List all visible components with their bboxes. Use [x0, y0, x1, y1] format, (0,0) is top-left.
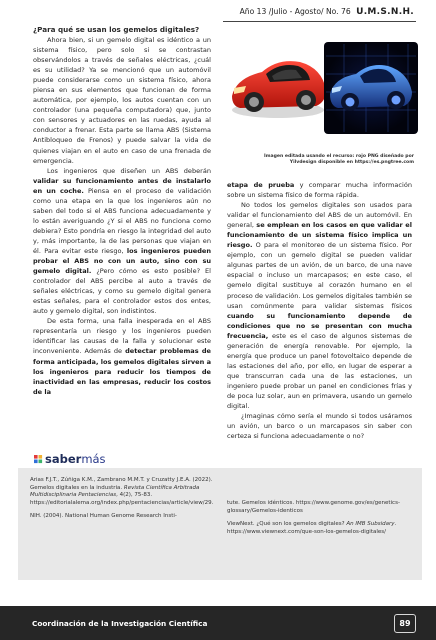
references-right: [227, 500, 413, 542]
reference-item: NIH. (2004). National Human Genome Research Insti-: [30, 513, 177, 520]
digital-twin-image: [324, 42, 418, 134]
section-title: ¿Para qué se usan los gemelos digitales?: [33, 25, 200, 34]
paragraph: Los ingenieros que diseñen un ABS deberán validar su funcionamiento antes de instalarlo en un coche. Piensa en el proceso de validación como una etapa en la que los ingenieros aún no saben del todo si el ABS funciona adecuadamente y lo están averiguando ¿Y si el ABS no funciona como debiera? Esto pondría en riesgo la integridad del auto y, más importante, la de las personas que viajan en él. Para evitar este riesgo, los ingenieros pueden probar el ABS no con un auto, sino con su gemelo digital. ¿Pero cómo es esto posible? El controlador del ABS percibe al auto a través de señales eléctricas, y como su gemelo digital genera estas señales, para el controlador estos dos entes, auto y gemelo digital, son indistintos.: [33, 166, 212, 316]
references-left: [30, 477, 220, 527]
institution-label: U.M.S.N.H.: [356, 7, 414, 17]
paragraph: Ahora bien, si un gemelo digital es idéntico a un sistema físico, pero solo si se contrastan observándolos a través de señales eléctricas, ¿cuál es su utilidad? Ya se mencionó que un automóvil puede considerarse como un sistema físico, ahora piensa en sus elementos que funcionan de forma automática, por ejemplo, los autos cuentan con un controlador (una pequeña computadora) que, junto con sensores y actuadores en las ruedas, ayuda al conductor a frenar. Esta parte se llama ABS (Sistema Antibloqueo de Frenos) y puede salvar la vida de quienes viajan en el auto en caso de una frenada de emergencia.: [33, 36, 211, 165]
sabermas-logo: sabermás: [34, 452, 106, 466]
car-twin-illustration: [226, 28, 418, 150]
reference-item: ViewNext. ¿Qué son los gemelos digitales? An IMB Subsidary. https://www.viewnext.com/que-son-los-gemelos-digitales/: [227, 521, 397, 535]
reference-item: Arias F.J.T., Zúñiga K.M., Zambrano M.M.T. y Cruzatty J.E.A. (2022). Gemelos digitales en la industria. Revista Científica Arbitrada Multidisciplinaria Pentaciencias, 4(2), 75-83. https://editorialalema.org/index.php/pentaciencias/article/view/29.: [30, 477, 214, 506]
paragraph: No todos los gemelos digitales son usados para validar el funcionamiento del ABS de un automóvil. En general, se emplean en los casos en que validar el funcionamiento de un sistema físico implica un riesgo. O para el monitoreo de un sistema físico. Por ejemplo, con un gemelo digital se pueden validar algunas partes de un avión, de un barco, de una nave espacial o incluso un marcapasos; en este caso, el gemelo digital sustituye al corazón humano en el proceso de validación. Los gemelos digitales también se usan comúnmente para validar sistemas físicos cuando su funcionamiento depende de condiciones que no se presentan con mucha frecuencia, este es el caso de algunos sistemas de generación de energía renovable. Por ejemplo, la energía que produce un panel fotovoltaico depende de las estaciones del año, por ello, en lugar de esperar a que transcurran cada una de las estaciones, un ingeniero puede probar un panel en condiciones frías y de poca luz solar, aun en primavera, usando un gemelo digital.: [227, 201, 412, 411]
figure-caption: Imagen editada usando el recurso: rojo PNG diseñado por Yilvdesign disponible en https://es.pngtree.com: [264, 154, 414, 166]
left-column: [33, 25, 211, 397]
page-number: 89: [394, 614, 416, 633]
reference-item: tute. Gemelos idénticos. https://www.genome.gov/es/genetics-glossary/Gemelos-identicos: [227, 500, 400, 514]
right-column: [227, 180, 412, 441]
logo-mark-icon: [34, 455, 43, 464]
header-rule: [223, 21, 416, 22]
paragraph: De esta forma, una falla inesperada en el ABS representaría un riesgo y los ingenieros pueden identificar las causas de la falla y solucionar este inconveniente. Además de detectar problemas de forma anticipada, los gemelos digitales sirven a los ingenieros para reducir los tiempos de inactividad en las empresas, reducir los costos de la: [33, 317, 211, 396]
issue-label: Año 13 /Julio - Agosto/ No. 76: [239, 7, 351, 16]
footer-text: Coordinación de la Investigación Científica: [32, 619, 208, 628]
page-footer: [0, 606, 436, 640]
paragraph: ¿Imaginas cómo sería el mundo si todos usáramos un avión, un barco o un marcapasos sin saber con certeza si funciona adecuadamente o no?: [227, 412, 412, 441]
red-car-image: [232, 61, 326, 118]
running-header: [240, 7, 414, 17]
paragraph: etapa de prueba y comparar mucha información sobre un sistema físico de forma rápida.: [227, 181, 412, 200]
